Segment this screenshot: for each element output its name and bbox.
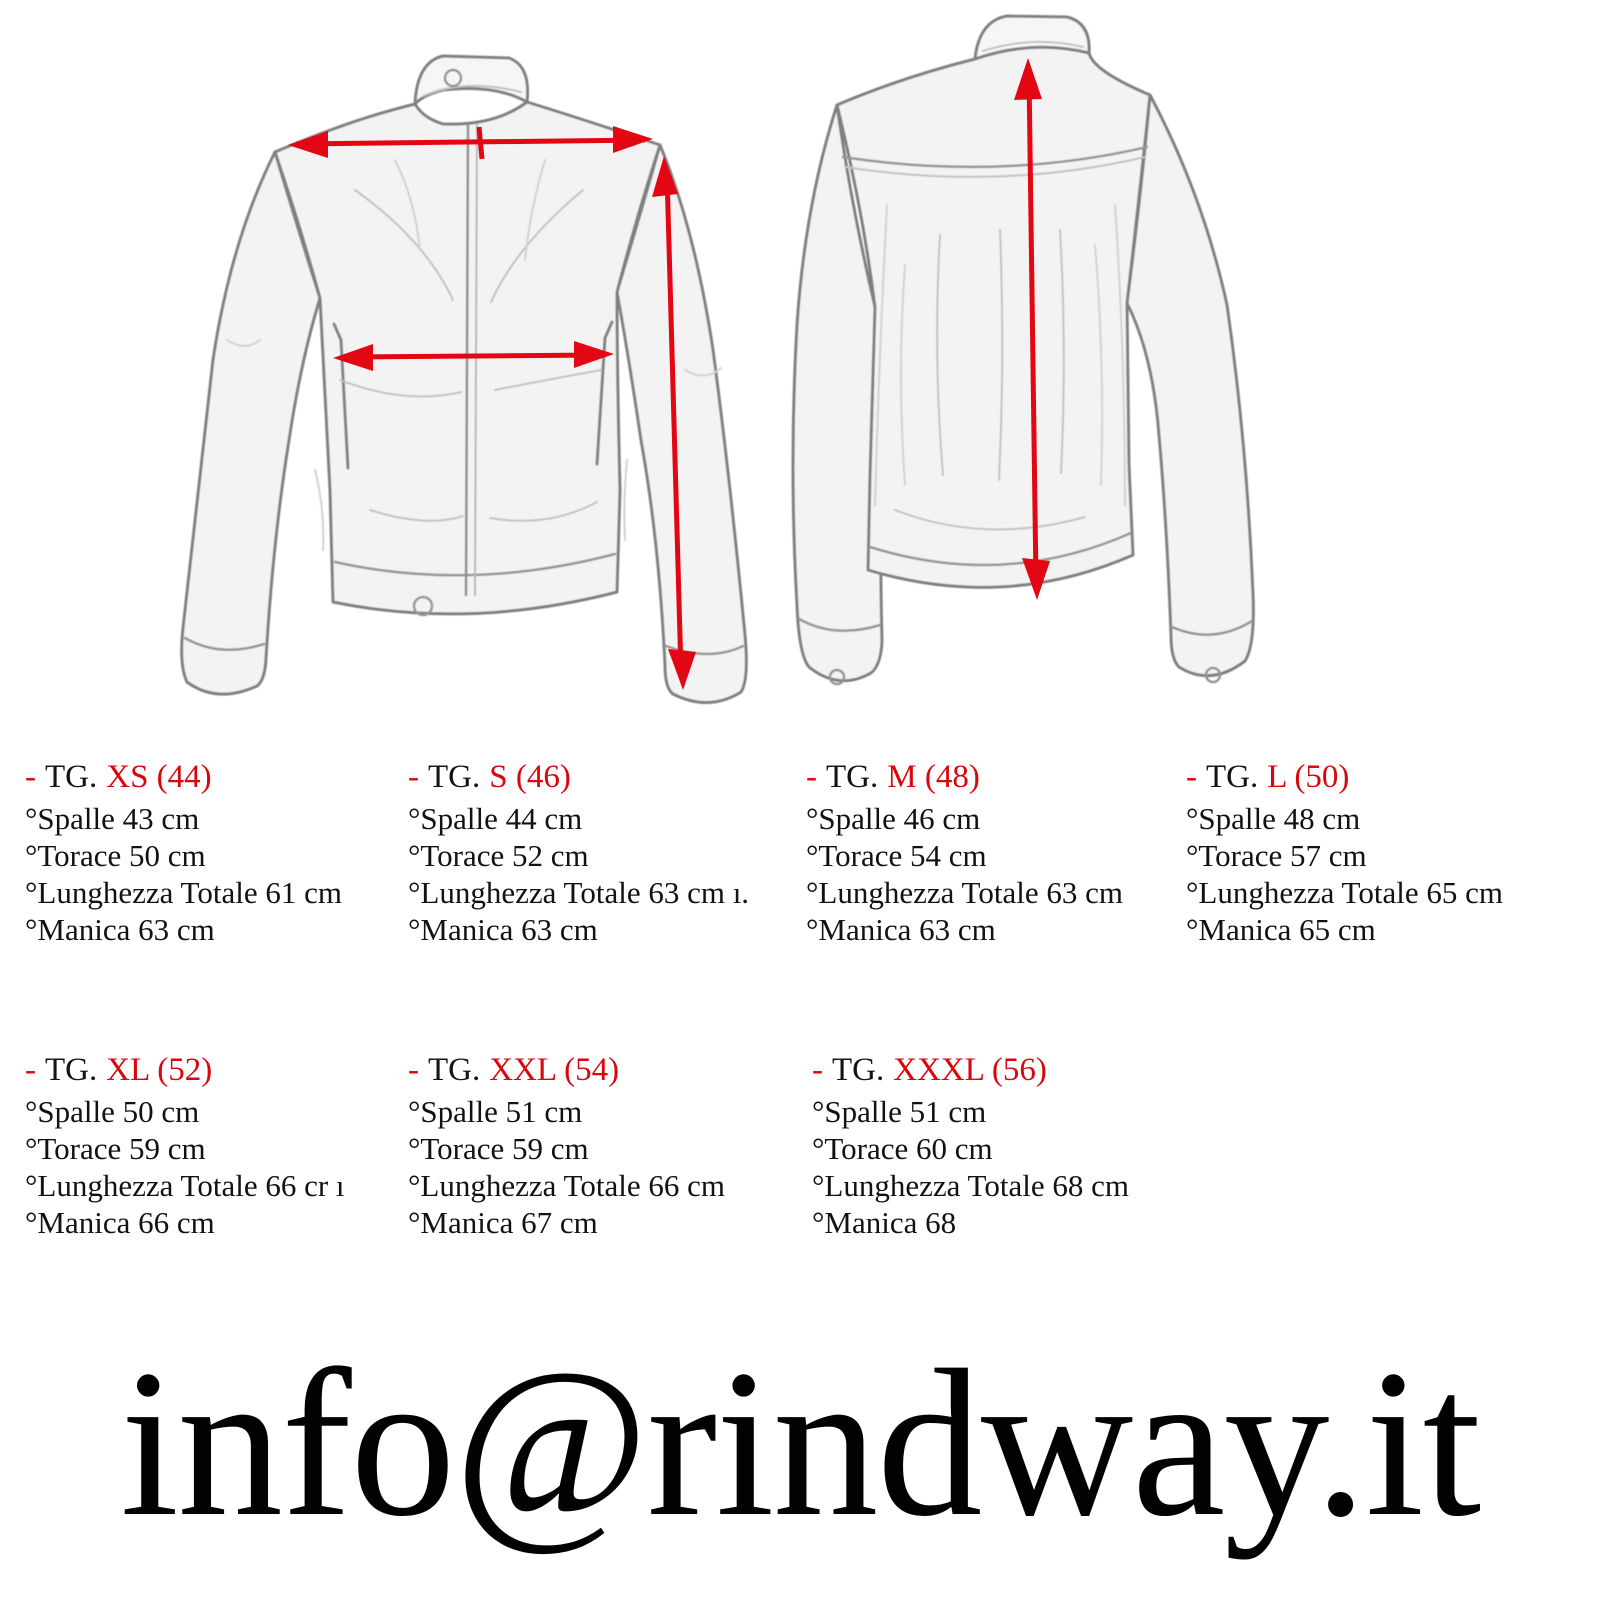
measure-manica: °Manica 67 cm (408, 1205, 598, 1240)
front-right-sleeve (617, 145, 746, 703)
measure-spalle: °Spalle 50 cm (25, 1094, 200, 1129)
jacket-back-sketch (775, 5, 1400, 705)
tg-label: TG. (826, 759, 879, 795)
size-value: M (48) (887, 759, 980, 795)
measure-spalle: °Spalle 51 cm (408, 1094, 583, 1129)
measure-lunghezza: °Lunghezza Totale 63 cm ı. (408, 875, 750, 910)
measure-torace: °Torace 60 cm (812, 1131, 993, 1166)
tg-label: TG. (428, 1052, 481, 1088)
measure-manica: °Manica 63 cm (25, 912, 215, 947)
measure-lunghezza: °Lunghezza Totale 66 cr ı (25, 1168, 345, 1203)
tg-label: TG. (832, 1052, 885, 1088)
measure-lunghezza: °Lunghezza Totale 66 cm (408, 1168, 725, 1203)
tg-label: TG. (1206, 759, 1259, 795)
size-block-xxxl (812, 1050, 1129, 1241)
measure-lunghezza: °Lunghezza Totale 61 cm (25, 875, 342, 910)
size-title-m (806, 757, 1123, 797)
dash: - (812, 1052, 823, 1088)
dash: - (806, 759, 817, 795)
measure-manica: °Manica 68 (812, 1205, 957, 1240)
measure-spalle: °Spalle 43 cm (25, 801, 200, 836)
back-right-sleeve (1127, 95, 1253, 676)
measure-lunghezza: °Lunghezza Totale 68 cm (812, 1168, 1129, 1203)
measure-manica: °Manica 63 cm (806, 912, 996, 947)
measure-torace: °Torace 57 cm (1186, 838, 1367, 873)
size-title-s (408, 757, 749, 797)
dash: - (25, 759, 36, 795)
dash: - (25, 1052, 36, 1088)
size-title-xxl (408, 1050, 725, 1090)
size-title-l (1186, 757, 1503, 797)
contact-email: info@rindway.it (120, 1326, 1480, 1560)
front-collar (415, 56, 528, 104)
size-title-xxxl (812, 1050, 1129, 1090)
measure-torace: °Torace 50 cm (25, 838, 206, 873)
jacket-front-sketch (165, 40, 775, 730)
measure-torace: °Torace 59 cm (25, 1131, 206, 1166)
size-block-s (408, 757, 749, 948)
tg-label: TG. (428, 759, 481, 795)
measure-torace: °Torace 59 cm (408, 1131, 589, 1166)
measure-lunghezza: °Lunghezza Totale 65 cm (1186, 875, 1503, 910)
measure-lunghezza: °Lunghezza Totale 63 cm (806, 875, 1123, 910)
dash: - (408, 759, 419, 795)
dash: - (408, 1052, 419, 1088)
size-block-l (1186, 757, 1503, 948)
front-left-sleeve (182, 152, 320, 694)
measure-manica: °Manica 65 cm (1186, 912, 1376, 947)
size-value: XS (44) (106, 759, 212, 795)
measure-spalle: °Spalle 48 cm (1186, 801, 1361, 836)
size-value: L (50) (1267, 759, 1350, 795)
tg-label: TG. (45, 1052, 98, 1088)
dash: - (1186, 759, 1197, 795)
size-block-xs (25, 757, 342, 948)
size-value: S (46) (489, 759, 571, 795)
tg-label: TG. (45, 759, 98, 795)
size-value: XL (52) (106, 1052, 213, 1088)
size-block-m (806, 757, 1123, 948)
measure-spalle: °Spalle 51 cm (812, 1094, 987, 1129)
measure-manica: °Manica 63 cm (408, 912, 598, 947)
size-title-xl (25, 1050, 345, 1090)
size-value: XXXL (56) (893, 1052, 1047, 1088)
measure-spalle: °Spalle 44 cm (408, 801, 583, 836)
measure-spalle: °Spalle 46 cm (806, 801, 981, 836)
size-block-xl (25, 1050, 345, 1241)
size-title-xs (25, 757, 342, 797)
size-value: XXL (54) (489, 1052, 620, 1088)
measure-torace: °Torace 52 cm (408, 838, 589, 873)
measure-torace: °Torace 54 cm (806, 838, 987, 873)
measure-manica: °Manica 66 cm (25, 1205, 215, 1240)
size-block-xxl (408, 1050, 725, 1241)
back-body (837, 46, 1150, 587)
